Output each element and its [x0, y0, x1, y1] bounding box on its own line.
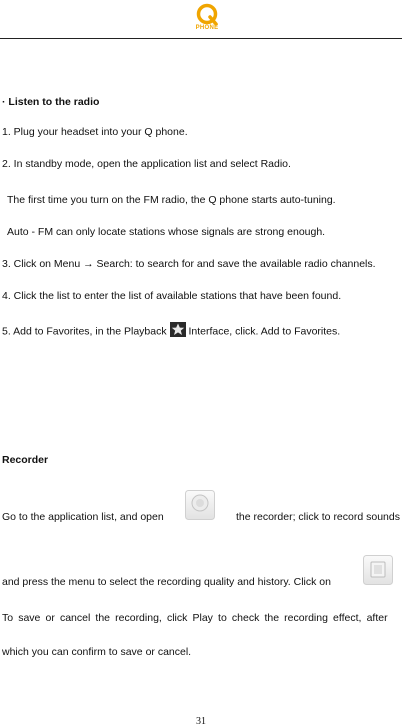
recorder-line-4: which you can confirm to save or cancel.: [2, 646, 192, 658]
recorder-line-1-end: the recorder; click to record sounds: [235, 511, 400, 523]
radio-step-5-start: 5. Add to Favorites, in the Playback: [2, 325, 167, 338]
recorder-heading: Recorder: [2, 454, 49, 466]
page-number: 31: [196, 716, 206, 727]
radio-note-2: Auto - FM can only locate stations whose signals are strong enough.: [7, 226, 326, 238]
recorder-line-1-start: Go to the application list, and open: [2, 511, 164, 523]
recorder-line-3: [2, 612, 400, 625]
record-button-icon: [363, 555, 393, 590]
radio-note-1: The first time you turn on the FM radio, the Q phone starts auto-tuning.: [7, 194, 336, 206]
radio-step-4: 4. Click the list to enter the list of available stations that have been found.: [2, 290, 342, 302]
radio-step-5-end: Interface, click. Add to Favorites.: [188, 325, 341, 338]
recorder-app-icon: [185, 490, 215, 525]
radio-step-3: 3. Click on Menu → Search: to search for and save the available radio channels.: [2, 258, 376, 270]
radio-heading: · Listen to the radio: [2, 96, 100, 108]
radio-step-2: 2. In standby mode, open the application list and select Radio.: [2, 158, 291, 170]
page-header: [0, 0, 402, 40]
recorder-line-3-text: To save or cancel the recording, click Play to check the recording effect, after: [2, 612, 388, 624]
favorite-star-icon: [170, 322, 186, 341]
radio-step-1: 1. Plug your headset into your Q phone.: [2, 126, 188, 138]
header-divider: [0, 38, 402, 39]
recorder-line-2: and press the menu to select the recording quality and history. Click on: [2, 576, 331, 588]
radio-step-5: [2, 322, 340, 341]
logo-text: PHONE: [195, 25, 219, 31]
